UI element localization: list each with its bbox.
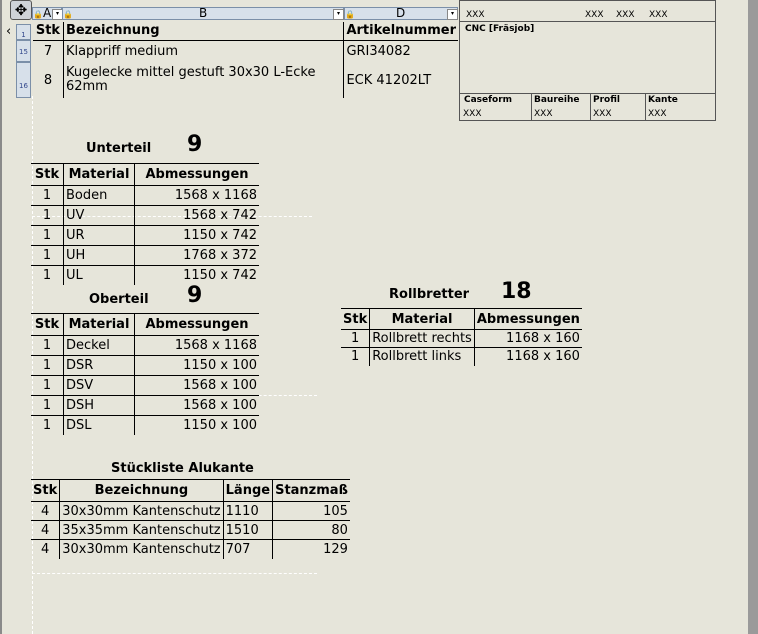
cell-stk: 4 [40,541,50,557]
cell-bezeichnung [63,62,344,98]
field-label: Caseform [464,95,513,105]
cell-bezeichnung: Klappriff medium [63,40,344,62]
cell-laenge: 707 [223,540,272,559]
chevron-down-icon[interactable]: ▾ [333,9,344,20]
unterteil-table [31,163,259,285]
field-label: Baureihe [534,95,580,105]
field-value: XXX [648,109,667,119]
column-header-b[interactable] [62,7,344,20]
table-row [31,416,259,435]
field-value: XXX [593,109,612,119]
title-value: XXX [585,10,604,20]
alukante-table [31,479,350,559]
cell-stk: 1 [42,417,52,433]
move-handle-icon[interactable]: ✥ [10,0,32,20]
cell-abmessungen: 1568 x 742 [135,206,260,226]
chevron-down-icon[interactable]: ▾ [52,9,63,20]
cell-stk: 8 [43,72,53,88]
header-laenge: Länge [223,480,272,502]
header-bezeichnung: Bezeichnung [60,480,223,502]
cell-stanzmass: 80 [273,521,350,540]
cell-stk: 1 [31,246,64,266]
title-value: XXX [616,10,635,20]
cell-stk: 1 [31,186,64,206]
table-row [33,62,458,98]
cell-material: UV [64,206,135,226]
cell-stk: 1 [341,330,370,348]
header-material: Material [370,309,475,330]
row-number[interactable]: 1 [16,24,31,40]
column-header-d[interactable] [344,7,458,20]
divider [460,21,715,22]
cell-abmessungen: 1768 x 372 [135,246,260,266]
cell-abmessungen: 1150 x 100 [135,416,260,435]
table-row [31,540,350,559]
row-number[interactable]: 16 [16,62,31,98]
table-row [31,356,259,376]
cell-abmessungen: 1568 x 100 [135,396,260,416]
title-value: XXX [466,10,485,20]
cell-stk: 1 [31,226,64,246]
table-row [31,336,259,356]
cell-material: UL [64,266,135,285]
table-row [341,348,582,366]
left-border [0,0,2,634]
field-label: Kante [648,95,678,105]
table-row [31,502,350,521]
table-row [31,246,259,266]
cell-abmessungen: 1150 x 742 [135,266,260,285]
cell-abmessungen: 1150 x 100 [135,356,260,376]
title-block [459,0,716,121]
cell-abmessungen: 1168 x 160 [474,348,582,366]
cell-stk: 1 [350,349,360,365]
cell-bezeichnung: 30x30mm Kantenschutz [60,540,223,559]
table-row [31,376,259,396]
section-count-oberteil: 9 [187,283,203,308]
section-count-unterteil: 9 [187,132,203,157]
divider [590,93,591,121]
section-count-rollbretter: 18 [501,279,532,304]
cell-stanzmass: 105 [273,502,350,521]
oberteil-table [31,313,259,435]
cell-stk: 1 [31,336,64,356]
cell-abmessungen: 1568 x 100 [135,376,260,396]
column-letter: D [396,6,406,20]
vertical-scrollbar[interactable] [748,0,758,634]
table-row [31,226,259,246]
cell-material: Deckel [64,336,135,356]
cell-stk: 1 [31,376,64,396]
header-abmessungen: Abmessungen [474,309,582,330]
cell-line: Kugelecke mittel gestuft 30x30 L-Ecke [65,65,316,80]
header-stk: Stk [31,314,64,336]
cell-stk: 1 [31,206,64,226]
header-bezeichnung: Bezeichnung [63,22,344,40]
lock-icon: 🔒 [33,10,43,19]
field-label: Profil [593,95,620,105]
cell-bezeichnung: 30x30mm Kantenschutz [60,502,223,521]
cell-artikelnummer: ECK 41202LT [344,62,458,98]
cell-material: UR [64,226,135,246]
cell-abmessungen: 1168 x 160 [474,330,582,348]
table-row [31,521,350,540]
section-title-unterteil: Unterteil [86,141,152,156]
header-abmessungen: Abmessungen [135,164,260,186]
cell-abmessungen: 1568 x 1168 [135,336,260,356]
column-letter: B [199,6,208,20]
cell-abmessungen: 1150 x 742 [135,226,260,246]
section-title-oberteil: Oberteil [89,292,149,307]
column-header-a[interactable] [32,7,62,20]
table-row [31,186,259,206]
header-stk: Stk [31,164,64,186]
table-row [33,40,458,62]
divider [531,93,532,121]
divider [460,93,715,94]
cell-laenge: 1110 [223,502,272,521]
cell-stk: 7 [43,43,53,59]
header-material: Material [64,164,135,186]
cell-stanzmass: 129 [273,540,350,559]
section-title-rollbretter: Rollbretter [389,287,470,302]
row-number[interactable]: 15 [16,40,31,62]
cell-stk: 1 [42,267,52,283]
header-stk: Stk [31,480,60,502]
table-row [31,206,259,226]
column-letter: A [42,6,52,20]
header-stk: Stk [341,309,370,330]
cell-material: DSR [64,356,135,376]
cell-stk: 4 [31,521,60,540]
cell-material: Rollbrett links [370,348,475,366]
cell-material: DSV [64,376,135,396]
cell-stk: 1 [31,396,64,416]
cell-material: Boden [64,186,135,206]
lock-icon: 🔒 [63,10,73,19]
header-artikelnummer: Artikelnummer [344,22,458,40]
header-stk: Stk [33,22,63,40]
cell-bezeichnung: 35x35mm Kantenschutz [60,521,223,540]
lock-icon: 🔒 [345,10,355,19]
header-material: Material [64,314,135,336]
cell-stk: 1 [31,356,64,376]
table-row [31,396,259,416]
chevron-left-icon[interactable]: ‹ [6,24,12,39]
table-row [341,330,582,348]
header-abmessungen: Abmessungen [135,314,260,336]
chevron-down-icon[interactable]: ▾ [447,9,458,20]
section-title-alukante: Stückliste Alukante [111,461,254,476]
field-value: XXX [463,109,482,119]
title-value: XXX [649,10,668,20]
rollbretter-table [341,308,582,366]
cnc-label: CNC [Fräsjob] [465,24,535,34]
divider [645,93,646,121]
cell-material: Rollbrett rechts [370,330,475,348]
header-stanzmass: Stanzmaß [273,480,350,502]
cell-material: DSH [64,396,135,416]
cell-abmessungen: 1568 x 1168 [135,186,260,206]
cell-artikelnummer: GRI34082 [344,40,458,62]
cell-laenge: 1510 [223,521,272,540]
cell-line: 62mm [65,79,108,94]
cell-stk: 4 [31,502,60,521]
cell-material: DSL [64,416,135,435]
field-value: XXX [534,109,553,119]
table-row [31,266,259,285]
cell-material: UH [64,246,135,266]
page-break-horizontal [32,573,317,574]
parts-table [33,22,458,98]
